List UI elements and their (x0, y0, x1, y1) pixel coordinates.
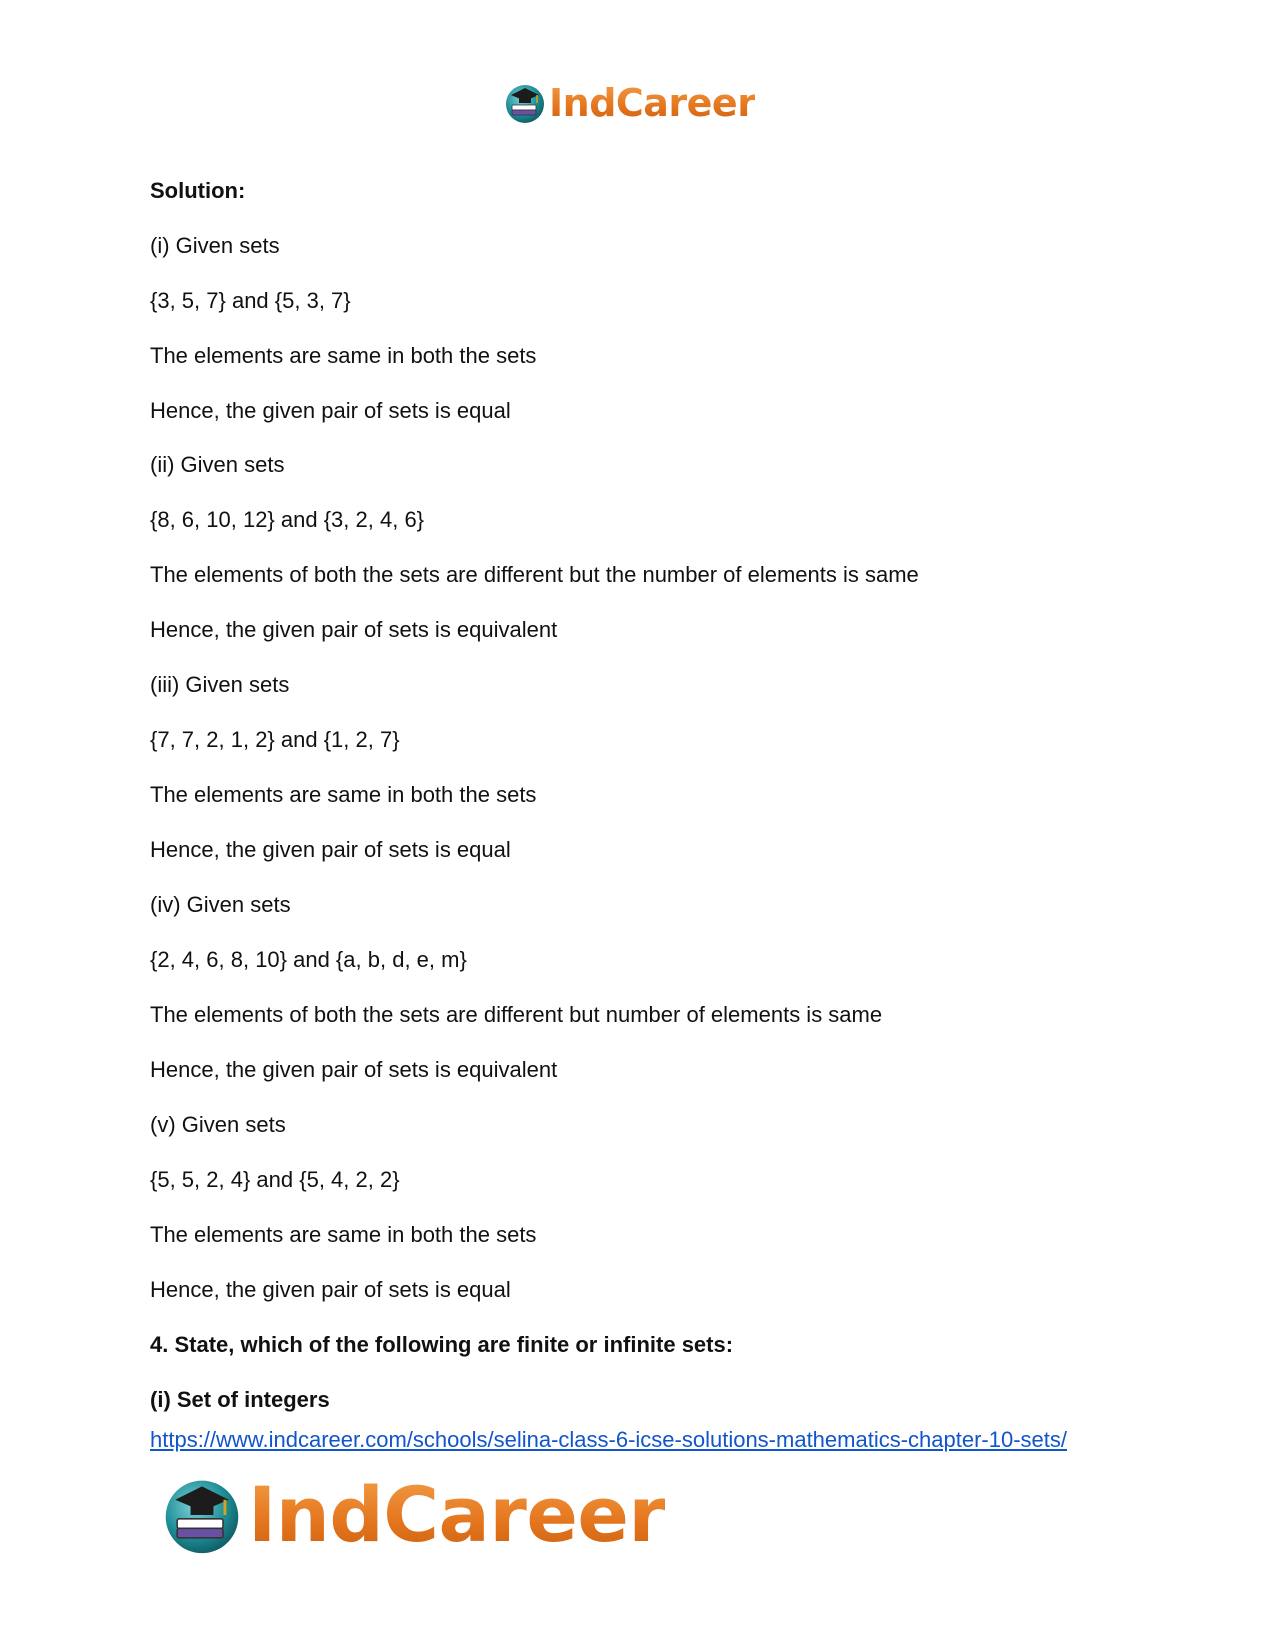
source-url-link[interactable]: https://www.indcareer.com/schools/selina-class-6-icse-solutions-mathematics-chapter-10-sets/ (150, 1427, 1068, 1452)
solution-line: (ii) Given sets (150, 452, 285, 477)
solution-line: The elements are same in both the sets (150, 343, 537, 368)
solution-line: Hence, the given pair of sets is equivalent (150, 1057, 558, 1082)
solution-line: {8, 6, 10, 12} and {3, 2, 4, 6} (150, 507, 425, 532)
solution-line: The elements of both the sets are different but the number of elements is same (150, 562, 919, 587)
graduation-cap-globe-icon (503, 81, 547, 125)
solution-line: Hence, the given pair of sets is equivalent (150, 617, 558, 642)
solution-line: (i) Given sets (150, 233, 280, 258)
solution-heading: Solution: (150, 178, 246, 203)
logo-wordmark: IndCareer (248, 1470, 666, 1559)
question-title: 4. State, which of the following are finite or infinite sets: (150, 1332, 734, 1357)
solution-line: {3, 5, 7} and {5, 3, 7} (150, 288, 351, 313)
solution-line: (iii) Given sets (150, 672, 290, 697)
solution-line: Hence, the given pair of sets is equal (150, 398, 511, 423)
solution-line: The elements of both the sets are different but number of elements is same (150, 1002, 883, 1027)
graduation-cap-globe-icon (160, 1473, 244, 1557)
solution-line: {7, 7, 2, 1, 2} and {1, 2, 7} (150, 727, 400, 752)
solution-line: (iv) Given sets (150, 892, 291, 917)
solution-line: Hence, the given pair of sets is equal (150, 837, 511, 862)
indcareer-logo-footer (160, 1470, 665, 1560)
solution-line: {5, 5, 2, 4} and {5, 4, 2, 2} (150, 1167, 400, 1192)
solution-line: (v) Given sets (150, 1112, 286, 1137)
question-part-i: (i) Set of integers (150, 1387, 330, 1412)
logo-wordmark: IndCareer (549, 81, 756, 125)
indcareer-logo-header (503, 80, 755, 126)
solution-line: Hence, the given pair of sets is equal (150, 1277, 511, 1302)
solution-line: The elements are same in both the sets (150, 1222, 537, 1247)
solution-line: The elements are same in both the sets (150, 782, 537, 807)
solution-line: {2, 4, 6, 8, 10} and {a, b, d, e, m} (150, 947, 467, 972)
